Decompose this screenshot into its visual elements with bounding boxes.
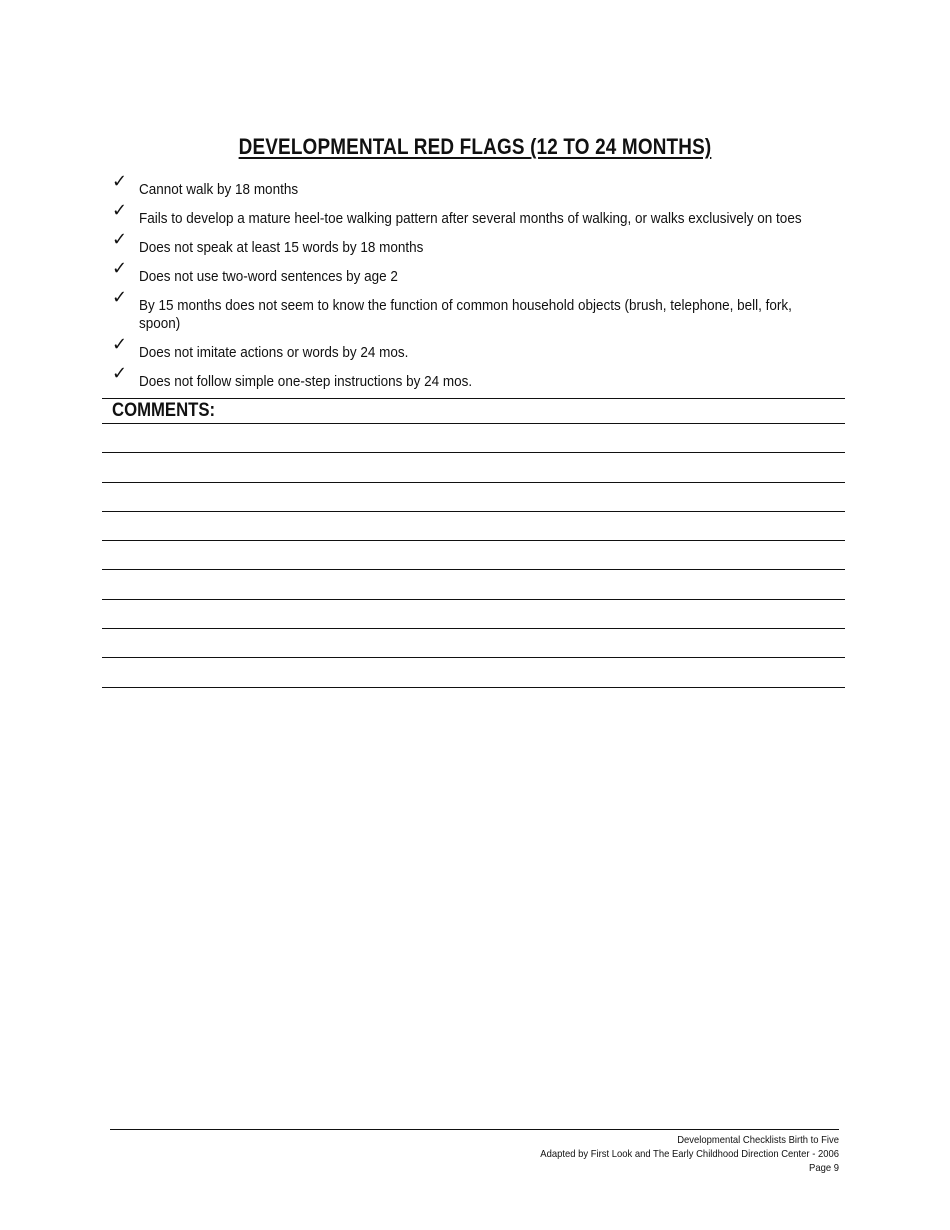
comment-line[interactable] xyxy=(102,658,845,687)
list-item-text: Does not imitate actions or words by 24 mos. xyxy=(139,344,409,361)
checkmark-icon: ✓ xyxy=(112,363,128,384)
list-item-text: Does not follow simple one-step instructions by 24 mos. xyxy=(139,373,473,390)
footer-document-title: Developmental Checklists Birth to Five xyxy=(677,1134,839,1146)
comment-line[interactable] xyxy=(102,512,845,541)
checkmark-icon: ✓ xyxy=(112,229,128,250)
comment-line[interactable] xyxy=(102,570,845,599)
comment-line[interactable] xyxy=(102,424,845,453)
comment-line[interactable] xyxy=(102,483,845,512)
list-item xyxy=(112,334,852,362)
footer-attribution: Adapted by First Look and The Early Childhood Direction Center - 2006 xyxy=(540,1148,839,1160)
page-footer xyxy=(110,1129,839,1175)
comment-line[interactable] xyxy=(102,541,845,570)
checkmark-icon: ✓ xyxy=(112,258,128,279)
comment-line[interactable] xyxy=(102,600,845,629)
list-item-text: Does not use two-word sentences by age 2 xyxy=(139,268,398,285)
checkmark-icon: ✓ xyxy=(112,287,128,308)
comments-label xyxy=(102,398,845,424)
page-title: DEVELOPMENTAL RED FLAGS (12 TO 24 MONTHS) xyxy=(238,134,712,159)
list-item-text: By 15 months does not seem to know the function of common household objects (brush, telephone, bell, fork, spoon) xyxy=(139,297,792,332)
list-item xyxy=(112,229,852,257)
list-item-text: Fails to develop a mature heel-toe walking pattern after several months of walking, or walks exclusively on toes xyxy=(139,210,802,227)
list-item xyxy=(112,258,852,286)
comment-line[interactable] xyxy=(102,629,845,658)
list-item xyxy=(112,171,852,199)
comments-label-text: COMMENTS: xyxy=(112,400,216,421)
list-item xyxy=(112,363,852,391)
checkmark-icon: ✓ xyxy=(112,334,128,355)
list-item-text: Does not speak at least 15 words by 18 months xyxy=(139,239,424,256)
checkmark-icon: ✓ xyxy=(112,200,128,221)
comment-line[interactable] xyxy=(102,453,845,482)
page-number: Page 9 xyxy=(809,1162,839,1174)
checkmark-icon: ✓ xyxy=(112,171,128,192)
list-item-text: Cannot walk by 18 months xyxy=(139,181,299,198)
red-flag-list xyxy=(112,171,852,397)
comments-section xyxy=(102,398,845,688)
list-item xyxy=(112,287,852,333)
comment-lines xyxy=(102,424,845,688)
list-item xyxy=(112,200,852,228)
